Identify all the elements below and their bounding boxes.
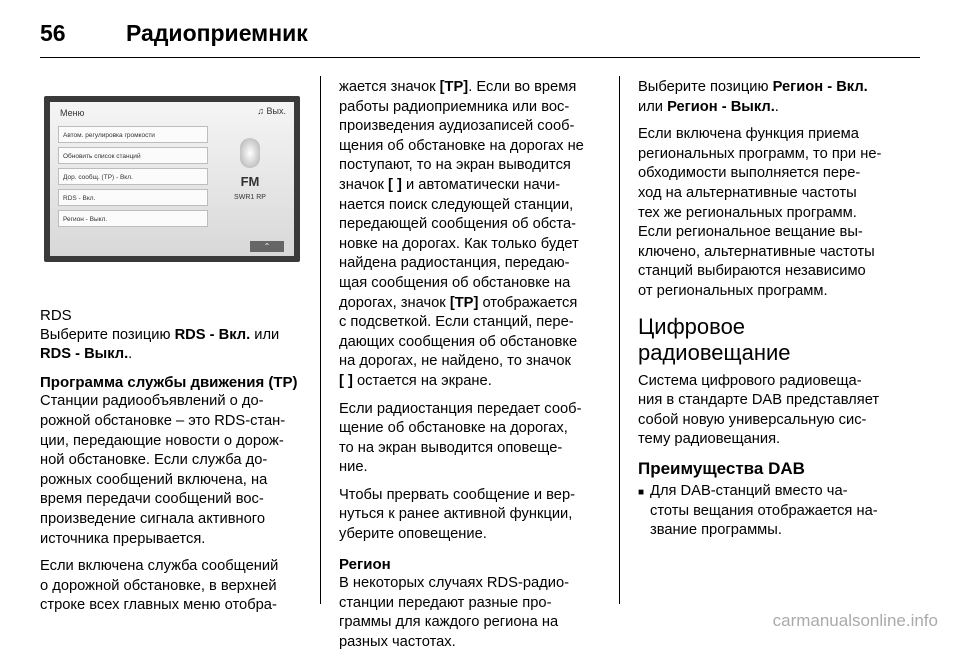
- region-select-paragraph: Выберите позицию Регион - Вкл. или Регион - Выкл..: [638, 79, 868, 115]
- chevron-up-icon[interactable]: ⌃: [250, 241, 284, 252]
- column-2: [339, 78, 611, 661]
- rds-paragraph: Выберите позицию RDS - Вкл. или RDS - Выкл..: [40, 326, 280, 363]
- tp-paragraph-1: Станции радиообъявлений о до- рожной обстановке – это RDS-стан- ции, передающие новости о дорож- ной обстановке. Если служба до- рожных сообщений включена, на время передачи сообщений вос- произведение сигнала активного источника прерывается.: [40, 393, 286, 547]
- region-info-paragraph: Если включена функция приема региональных программ, то при не- обходимости выполняется пере- ход на альтернативные частоты тех же региональных программ. Если региональное вещание вы- ключено, альтернативные частоты станций выбираются независимо от региональных программ.: [638, 126, 882, 299]
- volume-dial-icon: [240, 138, 260, 168]
- menu-item-update-stations[interactable]: Обновить список станций: [58, 147, 208, 164]
- screen-display: [50, 102, 294, 256]
- watermark: carmanualsonline.info: [772, 611, 938, 630]
- region-heading: Регион: [339, 555, 391, 573]
- station-panel: [212, 126, 288, 226]
- section-title: Радиоприемник: [126, 20, 308, 46]
- column-1: [40, 306, 312, 624]
- dab-advantages-heading: Преимущества DAB: [638, 458, 805, 478]
- rds-heading: RDS: [40, 307, 72, 324]
- menu-item-region[interactable]: Регион - Выкл.: [58, 210, 208, 227]
- exit-button[interactable]: ♫ Вых.: [257, 106, 286, 116]
- bullet-text: Для DAB-станций вместо ча- стоты вещания отображается на- звание программы.: [650, 482, 878, 539]
- tp-paragraph-5: Чтобы прервать сообщение и вер- нуться к ранее активной функции, уберите оповещение.: [339, 486, 576, 543]
- page-header: [40, 14, 920, 54]
- header-divider: [40, 57, 920, 58]
- dab-paragraph: Система цифрового радиовеща- ния в стандарте DAB представляет собой новую универсальную сис- тему радиовещания.: [638, 372, 880, 448]
- column-3: [638, 78, 920, 541]
- list-item: [638, 482, 920, 541]
- tp-paragraph-4: Если радиостанция передает сооб- щение об обстановке на дорогах, то на экран выводится оповеще- ние.: [339, 400, 582, 476]
- tp-heading: Программа службы движения (TP): [40, 373, 298, 391]
- radio-menu-screenshot: [44, 96, 300, 262]
- bullet-square-icon: ■: [638, 486, 645, 498]
- dab-heading: Цифровое радиовещание: [638, 313, 791, 365]
- menu-title: Меню: [60, 108, 85, 118]
- tp-paragraph-2: Если включена служба сообщений о дорожной обстановке, в верхней строке всех главных меню отобра-: [40, 558, 279, 614]
- station-label: SWR1 RP: [234, 194, 266, 201]
- exit-label: Вых.: [266, 106, 286, 116]
- column-divider-2: [619, 76, 620, 604]
- tp-paragraph-3: жается значок [TP]. Если во время работы радиоприемника или вос- произведения аудиозаписей сооб- щения об обстановке на дорогах не поступают, то на экран выводится значок [ ] и автоматически начи- нается поиск следующей станции, передающей сообщения об обста- новке на дорогах. Как только будет найдена радиостанция, передаю- щая сообщения об обстановке на дорогах, значок [TP] отображается с подсветкой. Если станций, пере- дающих сообщения об обстановке на дорогах, не найдено, то значок [ ] остается на экране.: [339, 79, 584, 389]
- column-divider-1: [320, 76, 321, 604]
- menu-item-tp[interactable]: Дор. сообщ. (TP) - Вкл.: [58, 168, 208, 185]
- menu-item-rds[interactable]: RDS - Вкл.: [58, 189, 208, 206]
- page-number: 56: [40, 20, 66, 46]
- region-paragraph: В некоторых случаях RDS-радио- станции передают разные про- граммы для каждого региона на разных частотах.: [339, 575, 570, 651]
- menu-item-auto-volume[interactable]: Автом. регулировка громкости: [58, 126, 208, 143]
- band-label: FM: [240, 174, 260, 189]
